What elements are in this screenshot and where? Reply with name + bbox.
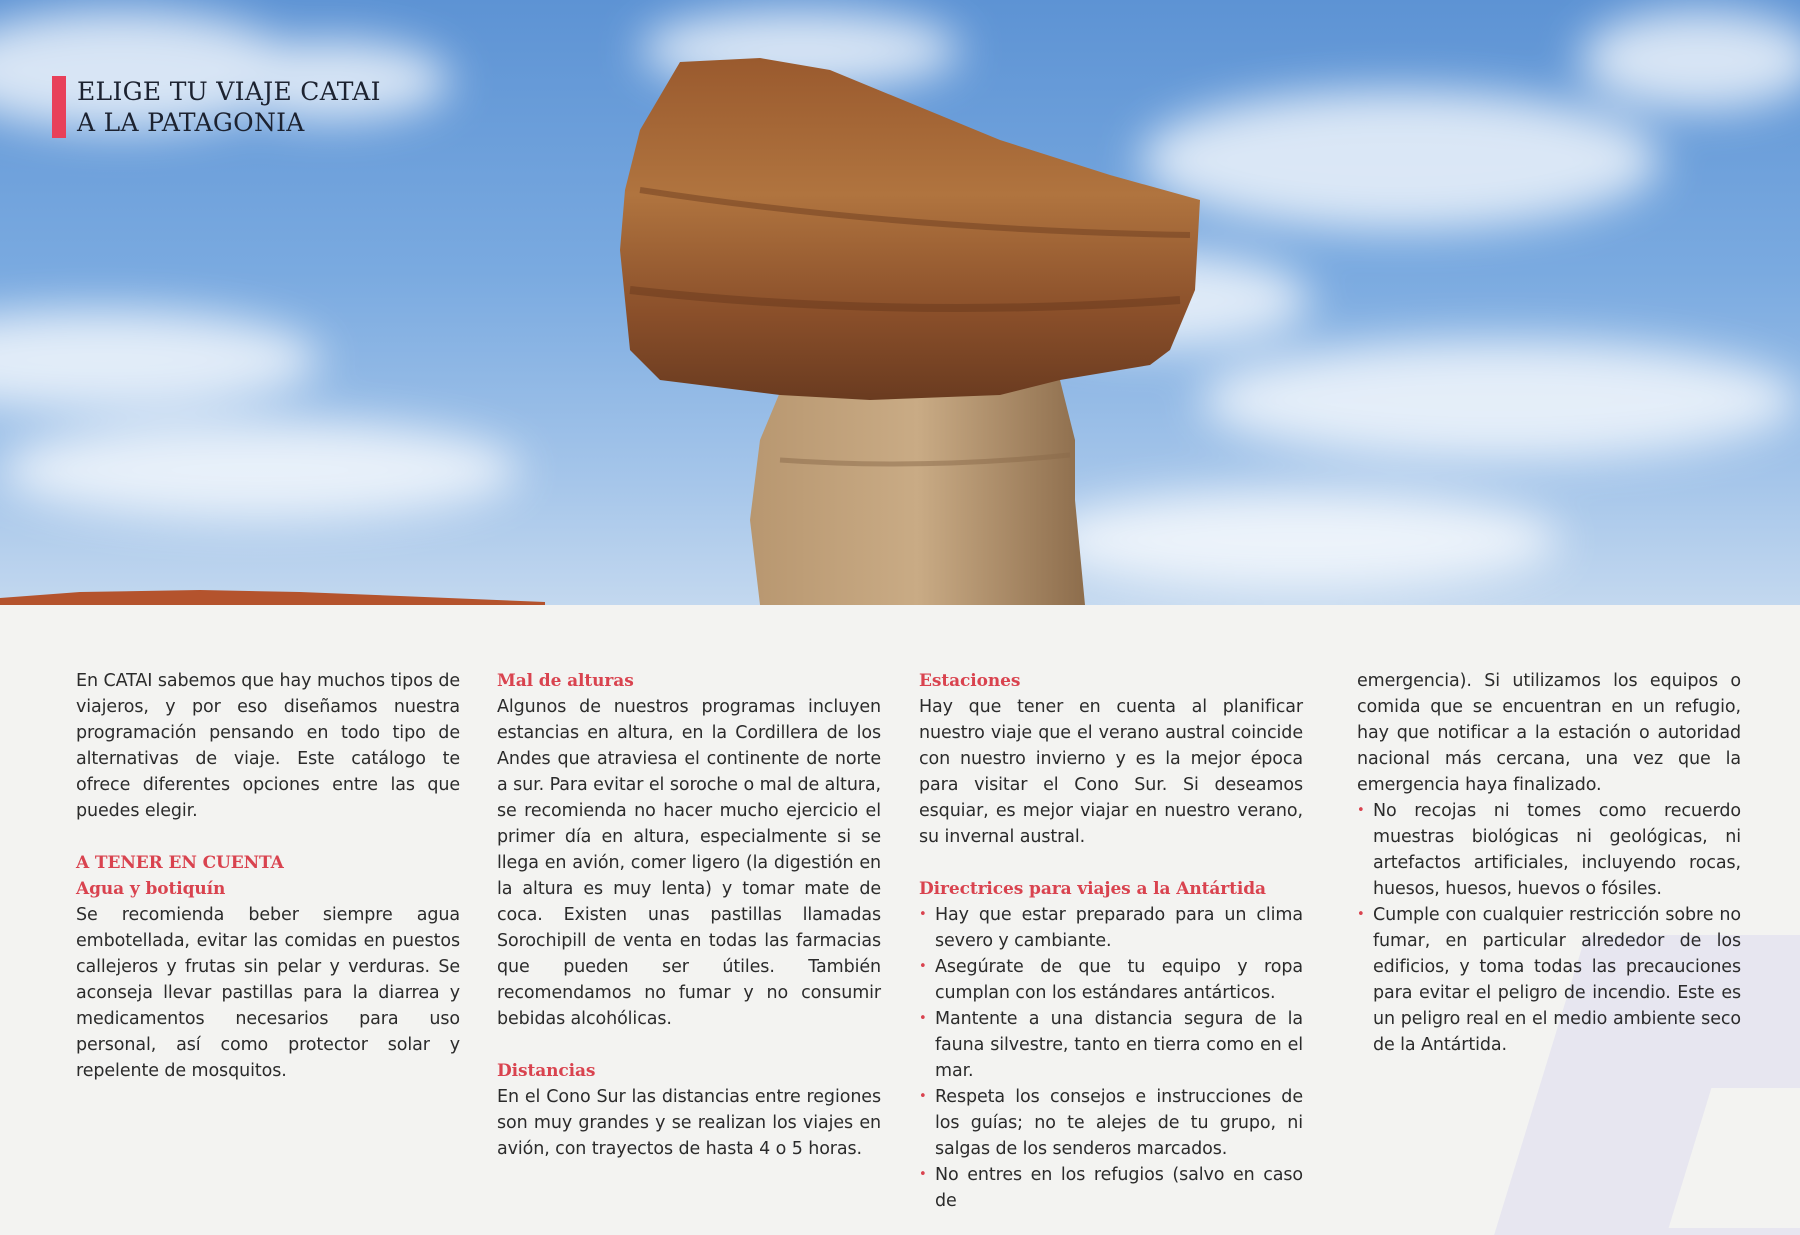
list-item: • Asegúrate de que tu equipo y ropa cumplan con los estándares antárticos. — [919, 954, 1303, 1006]
distancias-text: En el Cono Sur las distancias entre regiones son muy grandes y se realizan los viajes en avión, con trayectos de hasta 4 o 5 horas. — [497, 1087, 881, 1159]
intro-text: En CATAI sabemos que hay muchos tipos de viajeros, y por eso diseñamos nuestra programación pensando en todo tipo de alternativas de viaje. Este catálogo te ofrece diferentes opciones entre las que puedes elegir. — [76, 671, 460, 821]
title-line-1: ELIGE TU VIAJE CATAI — [77, 77, 381, 106]
estaciones-text: Hay que tener en cuenta al planificar nuestro viaje que el verano austral coincide con nuestro invierno y es la mejor época para visitar el Cono Sur. Si deseamos esquiar, es mejor viajar en nuestro verano, su invernal austral. — [919, 697, 1303, 847]
antartida-list — [919, 902, 1303, 1214]
distancias-heading: Distancias — [497, 1061, 596, 1081]
antartida-heading: Directrices para viajes a la Antártida — [919, 879, 1266, 899]
column-3 — [919, 668, 1303, 1214]
estaciones-heading: Estaciones — [919, 671, 1021, 691]
page-title — [52, 76, 381, 138]
list-item: • Mantente a una distancia segura de la fauna silvestre, tanto en tierra como en el mar. — [919, 1006, 1303, 1084]
column-4 — [1357, 668, 1741, 1058]
column-1 — [76, 668, 460, 1084]
list-item: • No entres en los refugios (salvo en caso de — [919, 1162, 1303, 1214]
antartida-list-continued — [1357, 798, 1741, 1058]
list-item: • Hay que estar preparado para un clima severo y cambiante. — [919, 902, 1303, 954]
list-item: • Cumple con cualquier restricción sobre no fumar, en particular alrededor de los edificios, y toma todas las precauciones para evitar el peligro de incendio. Este es un peligro real en el medio ambiente seco de la Antártida. — [1357, 902, 1741, 1058]
title-accent-bar — [52, 76, 66, 138]
agua-heading: Agua y botiquín — [76, 879, 226, 899]
alturas-text: Algunos de nuestros programas incluyen estancias en altura, en la Cordillera de los Andes que atraviesa el continente de norte a sur. Para evitar el soroche o mal de altura, se recomienda no hacer mucho ejercicio el primer día en altura, especialmente si se llega en avión, comer ligero (la digestión en la altura es muy lenta) y tomar mate de coca. Existen unas pastillas llamadas Sorochipill de venta en todas las farmacias que pueden ser útiles. También recomendamos no fumar y no consumir bebidas alcohólicas. — [497, 697, 881, 1029]
list-item: • No recojas ni tomes como recuerdo muestras biológicas ni geológicas, ni artefactos artificiales, incluyendo rocas, huesos, huesos, huevos o fósiles. — [1357, 798, 1741, 902]
agua-text: Se recomienda beber siempre agua embotellada, evitar las comidas en puestos callejeros y frutas sin pelar y verduras. Se aconseja llevar pastillas para la diarrea y medicamentos necesarios para uso personal, así como protector solar y repelente de mosquitos. — [76, 905, 460, 1081]
list-item: • Respeta los consejos e instrucciones de los guías; no te alejes de tu grupo, ni salgas de los senderos marcados. — [919, 1084, 1303, 1162]
list-item-continuation: emergencia). Si utilizamos los equipos o comida que se encuentran en un refugio, hay que notificar a la estación o autoridad nacional más cercana, una vez que la emergencia haya finalizado. — [1357, 671, 1741, 795]
title-line-2: A LA PATAGONIA — [77, 108, 305, 137]
hero-photo — [0, 0, 1800, 605]
section-heading: A TENER EN CUENTA — [76, 853, 284, 873]
column-2 — [497, 668, 881, 1162]
alturas-heading: Mal de alturas — [497, 671, 634, 691]
